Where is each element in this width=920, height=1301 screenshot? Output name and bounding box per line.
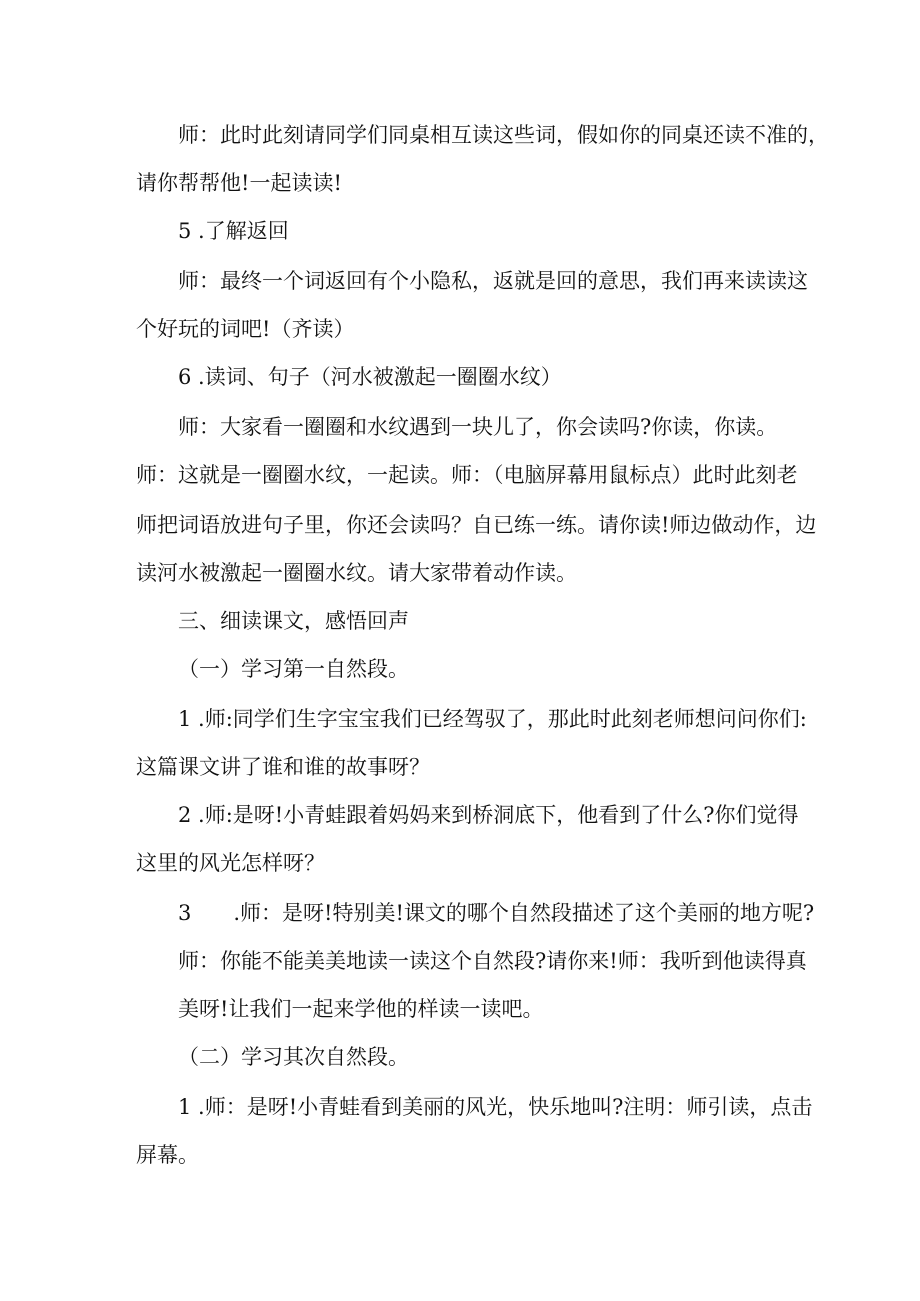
paragraph-line: 3 .师：是呀!特别美!课文的哪个自然段描述了这个美丽的地方呢? <box>178 901 815 925</box>
paragraph-line: 这里的风光怎样呀？ <box>136 851 325 875</box>
subsection-heading: （二）学习其次自然段。 <box>178 1045 409 1069</box>
subsection-heading: （一）学习第一自然段。 <box>178 657 409 681</box>
paragraph-line: 屏幕。 <box>136 1143 199 1167</box>
paragraph-line: 师：你能不能美美地读一读这个自然段?请你来!师：我听到他读得真 <box>178 949 807 973</box>
paragraph-line: 1 .师：是呀!小青蛙看到美丽的风光，快乐地叫?注明：师引读，点击 <box>178 1095 813 1119</box>
paragraph-line: 师把词语放进句子里，你还会读吗？自已练一练。请你读!师边做动作，边 <box>136 513 817 537</box>
section-heading: 6 .读词、句子（河水被激起一圈圈水纹） <box>178 365 562 389</box>
paragraph-line: 个好玩的词吧!（齐读） <box>136 317 355 341</box>
paragraph-line: 美呀!让我们一起来学他的样读一读吧。 <box>178 997 544 1021</box>
paragraph-line: 师：这就是一圈圈水纹，一起读。师：（电脑屏幕用鼠标点）此时此刻老 <box>136 463 798 487</box>
section-heading: 5 .了解返回 <box>178 219 289 243</box>
section-heading: 三、细读课文，感悟回声 <box>178 609 409 633</box>
paragraph-line: 师：此时此刻请同学们同桌相互读这些词，假如你的同桌还读不准的， <box>178 123 829 147</box>
paragraph-line: 1 .师:同学们生字宝宝我们已经驾驭了，那此时此刻老师想问问你们: <box>178 707 807 731</box>
paragraph-line: 2 .师:是呀!小青蛙跟着妈妈来到桥洞底下，他看到了什么?你们觉得 <box>178 803 799 827</box>
paragraph-line: 这篇课文讲了谁和谁的故事呀？ <box>136 755 430 779</box>
paragraph-line: 师：大家看一圈圈和水纹遇到一块儿了，你会读吗?你读，你读。 <box>178 415 778 439</box>
paragraph-line: 请你帮帮他!一起读读! <box>136 171 342 195</box>
paragraph-line: 师：最终一个词返回有个小隐私，返就是回的意思，我们再来读读这 <box>178 269 808 293</box>
paragraph-line: 读河水被激起一圈圈水纹。请大家带着动作读。 <box>136 561 577 585</box>
